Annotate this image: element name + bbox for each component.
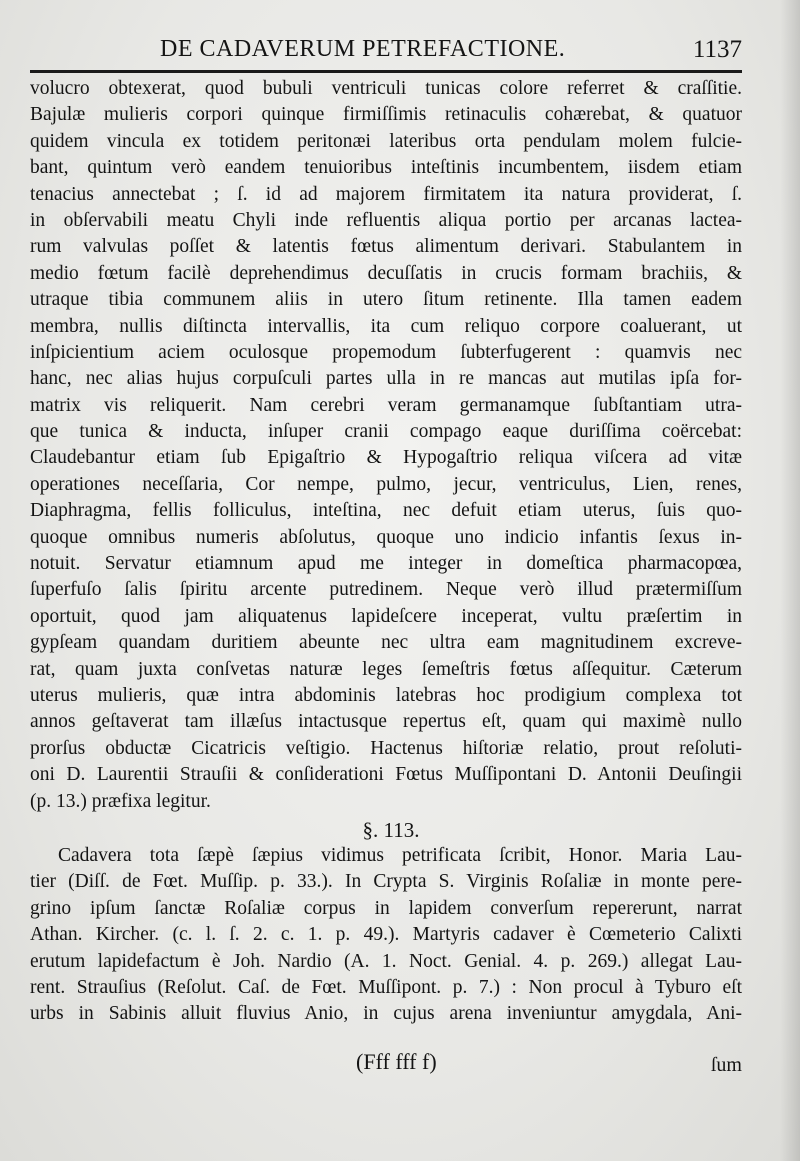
text-line: erutum lapidefactum è Joh. Nardio (A. 1. Noct. Genial. 4. p. 269.) allegat Lau- [30,950,742,972]
text-line: Diaphragma, fellis folliculus, inteſtina, nec defuit etiam uterus, ſuis quo- [30,500,742,522]
text-line: urbs in Sabinis alluit fluvius Anio, in cujus arena inveniuntur amygdala, Ani- [30,1003,742,1025]
text-line: oportuit, quod jam aliquatenus lapideſcere inceperat, vultu præſertim in [30,605,742,627]
text-line: Cadavera tota ſæpè ſæpius vidimus petrificata ſcribit, Honor. Maria Lau- [58,845,742,866]
paragraph-main [30,76,742,845]
section-mark: §. 113. [362,817,420,842]
text-line: quoque omnibus numeris abſolutus, quoque uno indicio infantis ſexus in- [30,526,742,548]
text-line: hanc, nec alias hujus corpuſculi partes ulla in re mancas aut mutilas ipſa for- [30,368,742,390]
page-edge-shadow [780,0,800,1161]
text-line: grino ipſum ſanctæ Roſaliæ corpus in lapidem converſum repererunt, narrat [30,897,742,919]
text-line: quidem vincula ex totidem peritonæi lateribus orta pendulam molem fulcie- [30,130,742,152]
text-line: rent. Strauſius (Reſolut. Caſ. de Fœt. Muſſipont. p. 7.) : Non procul à Tyburo eſt [30,976,742,998]
text-line: que tunica & inducta, inſuper cranii compago eaque duriſſima coërcebat: [30,421,742,443]
text-line: matrix vis reliquerit. Nam cerebri veram germanamque ſubſtantiam utra- [30,394,742,416]
text-line: utraque tibia communem aliis in utero ſitum retinente. Illa tamen eadem [30,289,742,311]
text-line: (p. 13.) præfixa legitur. [30,790,211,812]
text-line: ſuperfuſo ſalis ſpiritu arcente putredinem. Neque verò illud prætermiſſum [30,579,742,601]
page-number: 1137 [692,36,742,63]
text-line: oni D. Laurentii Strauſii & conſiderationi Fœtus Muſſipontani D. Antonii Deuſingii [30,764,742,786]
paragraph-section-113 [30,843,742,1028]
text-line: notuit. Servatur etiamnum apud me integer in domeſtica pharmacopœa, [30,553,742,575]
text-line: volucro obtexerat, quod bubuli ventriculi tunicas colore referret & craſſitie. [30,78,742,99]
text-line: rum valvulas poſſet & latentis fœtus alimentum derivari. Stabulantem in [30,236,742,258]
text-line: Athan. Kircher. (c. l. ſ. 2. c. 1. p. 49.). Martyris cadaver è Cœmeterio Calixti [30,924,742,946]
text-line: bant, quintum verò eandem tenuioribus inteſtinis incumbentem, iisdem etiam [30,157,742,179]
page-header [30,34,742,74]
text-line: uterus mulieris, quæ intra abdominis latebras hoc prodigium complexa tot [30,684,742,706]
text-line: Claudebantur etiam ſub Epigaſtrio & Hypogaſtrio reliqua viſcera ad vitæ [30,447,742,469]
signature-mark: (Fff fff f) [356,1049,437,1074]
text-line: inſpicientium aciem oculosque propemodum ſubterfugerent : quamvis nec [30,341,742,363]
text-line: operationes neceſſaria, Cor nempe, pulmo, jecur, ventriculus, Lien, renes, [30,473,742,495]
text-line: membra, nullis diſtincta intervallis, ita cum reliquo corpore coaluerant, ut [30,315,742,337]
text-line: Bajulæ mulieris corpori quinque firmiſſimis retinaculis cohærebat, & quatuor [30,104,742,126]
catchword: ſum [710,1054,742,1076]
text-line: in obſervabili meatu Chyli inde refluentis aliqua portio per arcanas lactea- [30,209,742,231]
text-line: gypſeam quandam duritiem abeunte nec ultra eam magnitudinem excreve- [30,632,742,654]
text-line: tier (Diſſ. de Fœt. Muſſip. p. 33.). In Crypta S. Virginis Roſaliæ in monte pere- [30,871,742,893]
running-title: DE CADAVERUM PETREFACTIONE. [160,36,566,62]
header-rule [30,70,742,73]
text-line: medio fœtum facilè deprehendimus decuſſatis in crucis formam brachiis, & [30,262,742,284]
text-line: tenacius annectebat ; ſ. id ad majorem firmitatem ita natura providerat, ſ. [30,183,742,205]
text-line: annos geſtaverat tam illæſus intactusque repertus eſt, quam qui maximè nullo [30,711,742,733]
text-line: rat, quam juxta conſvetas naturæ leges ſemeſtris fœtus aſſequitur. Cæterum [30,658,742,680]
text-line: prorſus obductæ Cicatricis veſtigio. Hactenus hiſtoriæ relatio, prout reſoluti- [30,737,742,759]
